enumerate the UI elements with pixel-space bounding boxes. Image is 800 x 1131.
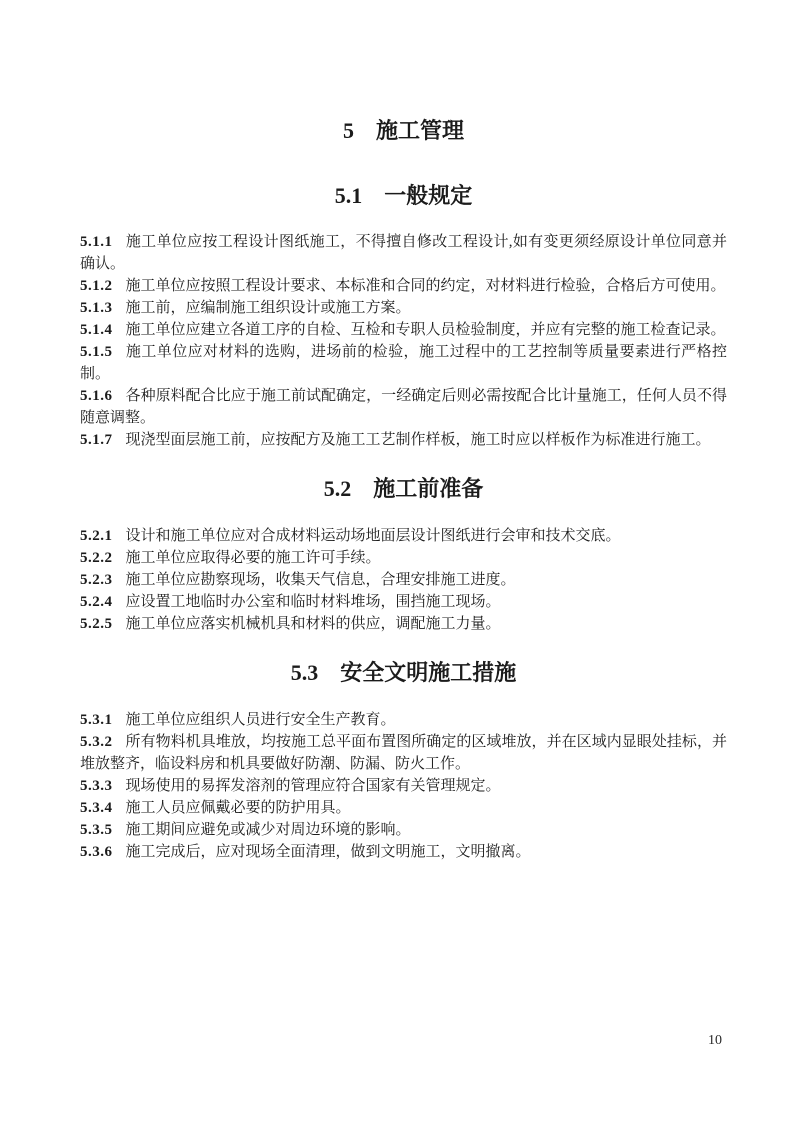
clause-number: 5.3.4 [80, 800, 113, 816]
clause-5-2-5 [80, 613, 727, 635]
section-5-2-clauses [80, 525, 727, 635]
section-heading-5-1: 5.1 一般规定 [334, 183, 473, 208]
clause-5-3-4 [80, 797, 727, 819]
clause-text: 所有物料机具堆放，均按施工总平面布置图所确定的区域堆放，并在区域内显眼处挂标，并堆放整齐，临设料房和机具要做好防潮、防漏、防火工作。 [80, 734, 727, 772]
clause-number: 5.2.1 [80, 528, 113, 544]
clause-text: 施工人员应佩戴必要的防护用具。 [125, 800, 351, 816]
clause-number: 5.3.3 [80, 778, 113, 794]
clause-5-3-1 [80, 709, 727, 731]
clause-text: 各种原料配合比应于施工前试配确定，一经确定后则必需按配合比计量施工，任何人员不得随意调整。 [80, 388, 727, 426]
clause-number: 5.1.6 [80, 388, 113, 404]
clause-text: 现场使用的易挥发溶剂的管理应符合国家有关管理规定。 [125, 778, 501, 794]
clause-text: 应设置工地临时办公室和临时材料堆场，围挡施工现场。 [125, 594, 501, 610]
clause-number: 5.1.3 [80, 300, 113, 316]
clause-text: 施工完成后，应对现场全面清理，做到文明施工，文明撤离。 [125, 844, 531, 860]
clause-text: 施工期间应避免或减少对周边环境的影响。 [125, 822, 411, 838]
clause-number: 5.3.2 [80, 734, 113, 750]
page-number: 10 [708, 1033, 722, 1048]
clause-number: 5.1.5 [80, 344, 113, 360]
section-heading-5-2: 5.2 施工前准备 [323, 476, 484, 501]
chapter-title: 5 施工管理 [342, 118, 464, 143]
clause-text: 施工单位应按照工程设计要求、本标准和合同的约定，对材料进行检验，合格后方可使用。 [125, 278, 726, 294]
clause-5-1-6 [80, 385, 727, 429]
clause-5-3-3 [80, 775, 727, 797]
clause-5-2-2 [80, 547, 727, 569]
clause-number: 5.2.3 [80, 572, 113, 588]
section-5-1-clauses [80, 231, 727, 451]
clause-5-1-4 [80, 319, 727, 341]
section-5-3-clauses [80, 709, 727, 863]
clause-5-1-1 [80, 231, 727, 275]
clause-5-2-1 [80, 525, 727, 547]
clause-text: 施工单位应落实机械机具和材料的供应，调配施工力量。 [125, 616, 501, 632]
clause-text: 现浇型面层施工前，应按配方及施工工艺制作样板，施工时应以样板作为标准进行施工。 [125, 432, 711, 448]
clause-text: 施工单位应按工程设计图纸施工，不得擅自修改工程设计,如有变更须经原设计单位同意并确认。 [80, 234, 727, 272]
clause-text: 施工前，应编制施工组织设计或施工方案。 [125, 300, 411, 316]
clause-text: 施工单位应建立各道工序的自检、互检和专职人员检验制度，并应有完整的施工检查记录。 [125, 322, 726, 338]
section-heading-5-3: 5.3 安全文明施工措施 [290, 660, 517, 685]
clause-text: 施工单位应勘察现场，收集天气信息，合理安排施工进度。 [125, 572, 516, 588]
clause-number: 5.1.1 [80, 234, 113, 250]
clause-5-3-6 [80, 841, 727, 863]
clause-text: 施工单位应组织人员进行安全生产教育。 [125, 712, 396, 728]
clause-5-1-5 [80, 341, 727, 385]
clause-text: 设计和施工单位应对合成材料运动场地面层设计图纸进行会审和技术交底。 [125, 528, 621, 544]
clause-number: 5.2.4 [80, 594, 113, 610]
clause-number: 5.3.1 [80, 712, 113, 728]
clause-number: 5.2.2 [80, 550, 113, 566]
clause-5-1-7 [80, 429, 727, 451]
clause-5-1-2 [80, 275, 727, 297]
clause-number: 5.3.6 [80, 844, 113, 860]
clause-text: 施工单位应取得必要的施工许可手续。 [125, 550, 381, 566]
clause-number: 5.2.5 [80, 616, 113, 632]
clause-number: 5.1.4 [80, 322, 113, 338]
clause-number: 5.1.2 [80, 278, 113, 294]
clause-5-3-2 [80, 731, 727, 775]
clause-number: 5.3.5 [80, 822, 113, 838]
clause-number: 5.1.7 [80, 432, 113, 448]
clause-5-3-5 [80, 819, 727, 841]
clause-text: 施工单位应对材料的选购，进场前的检验，施工过程中的工艺控制等质量要素进行严格控制。 [80, 344, 727, 382]
clause-5-2-4 [80, 591, 727, 613]
clause-5-2-3 [80, 569, 727, 591]
clause-5-1-3 [80, 297, 727, 319]
